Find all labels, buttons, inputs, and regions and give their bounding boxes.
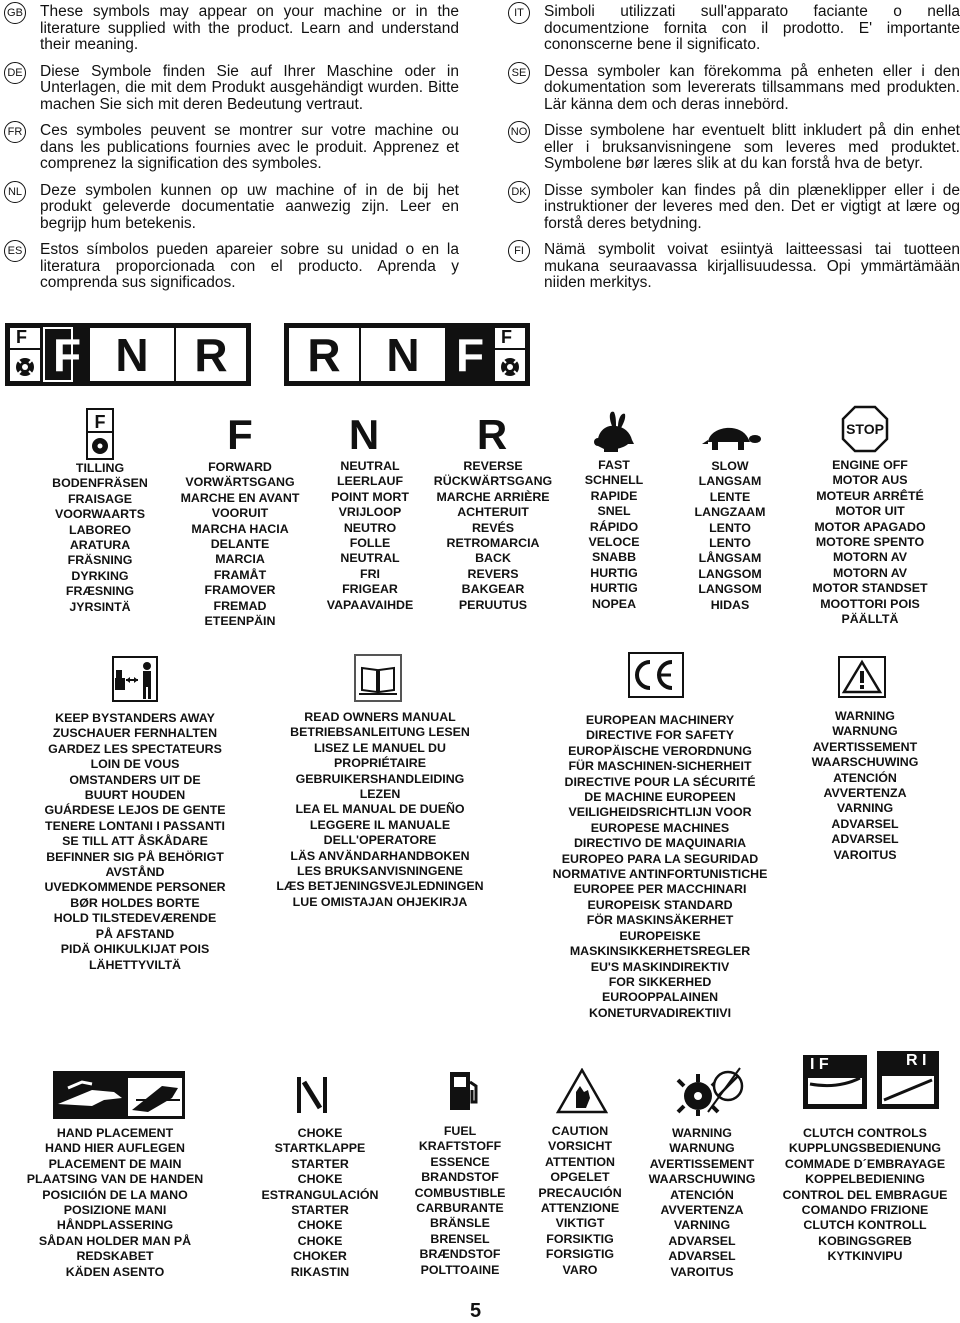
label-line: VEILIGHEIDSRICHTLIJN VOOR [568,805,752,820]
label-line: WAARSCHUWING [811,755,919,770]
label-line: FOR SIKKERHED [608,974,712,989]
manual-labels [265,710,495,910]
label-line: KYTKINVIPU [827,1249,903,1264]
label-line: BRÆNDSTOF [419,1247,501,1262]
language-code-badge: FI [508,240,530,262]
label-line: KONETURVADIREKTIIVI [588,1005,732,1020]
label-line: BODENFRÄSEN [52,476,148,491]
forward-letter: F [227,411,253,458]
label-line: EUROOPPALAINEN [601,990,719,1005]
gear-panel-fnr [4,322,252,387]
label-line: MOTOR APAGADO [814,519,926,534]
label-line: SNEL [597,504,631,519]
label-line: LEZEN [359,787,401,802]
intro-nl [4,183,459,233]
label-line: UVEDKOMMENDE PERSONER [44,880,226,895]
reverse-labels [420,459,566,613]
language-code-badge: DK [508,181,530,203]
label-line: REVERS [467,566,519,581]
label-line: STARTER [291,1203,349,1218]
label-line: NOPEA [591,596,637,611]
label-line: MOTOR UIT [835,504,905,519]
label-line: POSIZIONE MANI [63,1203,167,1218]
label-line: FRÄSNING [67,553,133,568]
reverse-letter: R [476,411,508,458]
label-line: ENGINE OFF [832,458,908,472]
language-code-badge: SE [508,62,530,84]
keep-bystanders-away-icon [112,656,158,707]
label-line: SCHNELL [584,473,644,488]
label-line: COMMADE D´EMBRAYAGE [784,1156,946,1171]
clutch-left-letters: I F [810,1056,829,1073]
language-code-badge: FR [4,121,26,143]
label-line: FRI [360,566,380,581]
label-line: MASKINSIKKERHETSREGLER [569,944,751,959]
hand-placement-labels [10,1126,220,1280]
label-line: KOBINGSGREB [818,1233,912,1248]
label-line: VIKTIGT [555,1216,605,1231]
label-line: CHOKE [297,1172,343,1187]
label-line: STARTKLAPPE [274,1141,366,1156]
label-line: LÄS ANVÄNDARHANDBOKEN [290,848,470,863]
label-line: EUROPÄISCHE VERORDNUNG [568,743,752,758]
rabbit-fast-icon [588,410,638,461]
intro-text: Estos símbolos pueden apareier sobre su unidad o en la literatura proporcionada con el producto. Aprenda y comprenda sus significados. [40,241,459,291]
label-line: PÅ AFSTAND [95,926,175,941]
label-line: CHOKE [297,1218,343,1233]
label-line: BACK [475,551,511,566]
intro-gb [4,4,459,54]
intro-text: Diese Symbole finden Sie auf Ihrer Maschine oder in Unterlagen, die mit dem Produkt ausgehändigt wurden. Bitte machen Sie sich mit deren Bedeutung vertraut. [40,62,459,113]
label-line: EUROPESE MACHINES [590,820,730,835]
tilling-labels [30,461,170,615]
label-line: EU'S MASKINDIREKTIV [590,959,730,974]
label-line: AVERTISSEMENT [812,739,918,754]
label-line: BETRIEBSANLEITUNG LESEN [290,725,470,740]
label-line: FRAISAGE [67,491,133,506]
blade-warning-icon [674,1062,744,1123]
label-line: DIRECTIVE FOR SAFETY [585,728,734,743]
page-number: 5 [470,1300,482,1322]
label-line: NEUTRO [343,520,397,535]
label-line: LÄHETTYVILTÄ [88,957,181,972]
label-line: PLAATSING VAN DE HANDEN [26,1172,204,1187]
label-line: HURTIG [590,565,638,580]
label-line: POINT MORT [331,489,409,504]
label-line: DELANTE [210,537,270,552]
label-line: STARTER [291,1156,349,1171]
label-line: EUROPEISKE [619,928,701,943]
label-line: LÆS BETJENINGSVEJLEDNINGEN [276,879,484,894]
language-code-badge: NO [508,121,530,143]
label-line: BRANDSTOF [421,1170,499,1185]
gear-panel-rnf-letter-f: F [455,329,485,381]
label-line: FRAMÅT [213,567,267,582]
label-line: PLACEMENT DE MAIN [48,1156,182,1171]
ce-labels [540,713,780,1021]
label-line: VARNING [836,801,894,816]
label-line: FOLLE [349,536,391,551]
label-line: AVVERTENZA [823,786,907,801]
label-line: LEERLAUF [336,474,404,489]
label-line: GUÁRDESE LEJOS DE GENTE [44,803,226,818]
label-line: VARNING [673,1218,731,1233]
label-line: PÄÄLLTÄ [841,612,899,627]
label-line: LES BRUKSANVISNINGENE [297,864,463,879]
label-line: RÜCKWÄRTSGANG [433,474,553,489]
label-line: HÅNDPLASSERING [56,1218,174,1233]
label-line: MARCHE EN AVANT [180,490,300,505]
label-line: ADVARSEL [668,1249,736,1264]
neutral-labels [300,459,440,613]
label-line: EUROPEE PER MACCHINARI [573,882,747,897]
label-line: WARNING [835,709,895,723]
label-line: PROPRIÉTAIRE [333,756,427,771]
label-line: TILLING [75,461,125,475]
label-line: ATTENZIONE [540,1201,620,1216]
bystanders-labels [20,711,250,973]
intro-no [508,123,960,173]
label-line: VARO [562,1262,598,1277]
label-line: BØR HOLDES BORTE [70,895,200,910]
language-code-badge: DE [4,62,26,84]
label-line: MOOTTORI POIS [820,596,920,611]
gear-panel-fnr-letter-r: R [194,329,228,381]
tilling-icon [86,408,114,465]
clutch-control-left-icon [802,1054,868,1115]
label-line: FRIGEAR [342,582,398,597]
clutch-right-letters: R I [906,1052,927,1069]
label-line: KEEP BYSTANDERS AWAY [55,711,215,725]
label-line: FORWARD [208,460,272,474]
label-line: ARATURA [69,538,131,553]
label-line: VAPAAVAIHDE [326,597,414,612]
label-line: LEA EL MANUAL DE DUEÑO [295,802,465,817]
label-line: BEFINNER SIG PÅ BEHÖRIGT [46,849,224,864]
label-line: LANGSOM [698,566,762,581]
label-line: ETEENPÄIN [204,614,276,629]
label-line: VOORWAARTS [55,507,145,522]
label-line: CHOKE [297,1233,343,1248]
label-line: GARDEZ LES SPECTATEURS [48,741,222,756]
label-line: PRECAUCIÓN [538,1185,622,1200]
label-line: MOTORE SPENTO [815,535,925,550]
label-line: LABOREO [69,522,131,537]
label-line: VOORUIT [211,506,269,521]
forward-labels [160,460,320,629]
label-line: ADVARSEL [831,816,899,831]
intro-text: Ces symboles peuvent se montrer sur votre machine ou dans les publications fournies avec le produit. Apprenez et comprenez la signification des symboles. [40,122,459,172]
label-line: POSICIIÓN DE LA MANO [42,1187,188,1202]
turtle-slow-icon [700,420,762,457]
label-line: BUURT HOUDEN [84,788,186,803]
label-line: BRENSEL [430,1231,490,1246]
label-line: COMBUSTIBLE [414,1185,506,1200]
label-line: KOPPELBEDIENING [805,1172,925,1187]
label-line: CAUTION [551,1124,609,1138]
language-code-badge: IT [508,2,530,24]
caution-labels [520,1124,640,1278]
label-line: EUROPEO PARA LA SEGURIDAD [561,851,759,866]
label-line: AVERTISSEMENT [649,1156,755,1171]
label-line: POLTTOAINE [420,1262,500,1277]
label-line: REVERSE [463,459,523,473]
label-line: KÄDEN ASENTO [65,1264,165,1279]
label-line: KRAFTSTOFF [418,1139,502,1154]
label-line: SLOW [711,459,749,473]
label-line: FORSIKTIG [546,1231,614,1246]
label-line: CLUTCH CONTROLS [803,1126,927,1140]
slow-labels [670,459,790,613]
warning-labels [790,709,940,863]
label-line: DIRECTIVO DE MAQUINARIA [573,836,747,851]
label-line: EUROPEISK STANDARD [587,897,733,912]
label-line: REVÉS [471,520,514,535]
language-code-badge: ES [4,240,26,262]
label-line: CONTROL DEL EMBRAGUE [782,1187,948,1202]
choke-labels [240,1126,400,1280]
label-line: VELOCE [588,535,640,550]
label-line: LANGSOM [698,582,762,597]
neutral-letter: N [348,411,380,458]
label-line: WARNUNG [832,724,898,739]
choke-icon [296,1076,328,1119]
label-line: ADVARSEL [831,832,899,847]
label-line: VAROITUS [833,847,897,862]
gear-panel-rnf-letter-r: R [307,329,341,381]
fast-labels [554,458,674,612]
label-line: HAND PLACEMENT [56,1126,174,1140]
intro-text: These symbols may appear on your machine or in the literature supplied with the product. Learn and understand their meaning. [40,3,459,53]
label-line: SE TILL ATT ÅSKÅDARE [62,834,208,849]
gear-panel-fnr-letter-f: F [52,329,82,381]
label-line: WARNUNG [669,1141,735,1156]
label-line: LENTE [709,489,751,504]
label-line: LOIN DE VOUS [90,757,180,772]
label-line: FREMAD [213,598,267,613]
svg-text:F: F [94,412,106,432]
label-line: CARBURANTE [416,1201,504,1216]
label-line: WAARSCHUWING [648,1172,756,1187]
label-line: HURTIG [590,581,638,596]
label-line: RETROMARCIA [446,536,540,551]
clutch-labels [770,1126,960,1265]
label-line: PIDÄ OHIKULKIJAT POIS [60,942,210,957]
label-line: FORSIGTIG [545,1247,615,1262]
label-line: BRÄNSLE [430,1216,490,1231]
label-line: ATENCIÓN [670,1187,734,1202]
gear-panel-fnr-small-f: F [16,327,27,347]
intro-fi [508,242,960,292]
label-line: VAROITUS [670,1264,734,1279]
label-line: EUROPEAN MACHINERY [585,713,735,727]
clutch-control-right-icon [876,1050,940,1115]
label-line: FUEL [443,1124,477,1138]
label-line: VORSICHT [547,1139,613,1154]
intro-dk [508,183,960,233]
label-line: KUPPLUNGSBEDIENUNG [788,1141,942,1156]
label-line: MOTORN AV [832,550,908,565]
stop-icon-text: STOP [846,421,884,437]
label-line: MOTOR AUS [832,473,908,488]
label-line: MOTORN AV [832,565,908,580]
gear-panel-rnf-letter-n: N [386,329,420,381]
hand-placement-icon [52,1070,186,1125]
label-line: WARNING [672,1126,732,1140]
label-line: FAST [598,458,630,472]
warning-triangle-icon [838,656,886,703]
label-line: MARCHA HACIA [191,521,289,536]
label-line: ATTENTION [545,1154,615,1169]
label-line: GEBRUIKERSHANDLEIDING [295,771,465,786]
label-line: AVSTÅND [105,865,165,880]
label-line: VORWÄRTSGANG [185,475,295,490]
label-line: ACHTERUIT [457,505,529,520]
intro-se [508,64,960,114]
label-line: DYRKING [71,568,129,583]
gear-panel-rnf-small-f: F [501,327,512,347]
label-line: AVVERTENZA [660,1203,744,1218]
label-line: LÅNGSAM [698,551,762,566]
label-line: PERUUTUS [458,597,528,612]
label-line: HOLD TILSTEDEVÆRENDE [53,911,217,926]
label-line: MOTEUR ARRÊTÉ [816,488,924,503]
label-line: LISEZ LE MANUEL DU [314,740,446,755]
label-line: DE MACHINE EUROPEEN [584,790,736,805]
label-line: MARCIA [215,552,265,567]
label-line: MOTOR STANDSET [812,581,928,596]
intro-left-column [4,4,459,302]
intro-text: Nämä symbolit voivat esiintyä laitteessasi tai tuotteen mukana seuraavassa kirjallisuudessa. Opi ymmärtämään niiden merkitys. [544,241,960,291]
label-line: OPGELET [550,1170,610,1185]
label-line: BAKGEAR [461,582,525,597]
fuel-icon [448,1070,480,1117]
label-line: RIKASTIN [290,1264,350,1279]
label-line: LANGSAM [698,474,762,489]
label-line: REDSKABET [76,1249,154,1264]
label-line: DELL'OPERATORE [323,833,437,848]
intro-text: Disse symbolene har eventuelt blitt inkludert på din enhet eller i bruksanvisningene som leveres med produktet. Symbolene bør læres slik at du kan forstå hva de betyr. [544,122,960,172]
label-line: LENTO [709,520,751,535]
label-line: ADVARSEL [668,1233,736,1248]
label-line: SÅDAN HOLDER MAN PÅ [38,1233,192,1248]
label-line: FÖR MASKINSÄKERHET [586,913,734,928]
label-line: CHOKER [293,1249,347,1264]
intro-text: Deze symbolen kunnen op uw machine of in de bij het produkt geleverde documentatie aanwezig zijn. Leer en begrijp hum betekenis. [40,181,459,232]
label-line: FRÆSNING [65,584,135,599]
intro-text: Dessa symboler kan förekomma på enheten eller i den dokumentation som levererats tillsammans med produkten. Lär känna dem och deras innebörd. [544,62,960,113]
label-line: CHOKE [297,1126,343,1140]
label-line: CLUTCH KONTROLL [803,1218,927,1233]
label-line: DIRECTIVE POUR LA SÉCURITÉ [564,774,756,789]
label-line: MARCHE ARRIÈRE [436,489,550,504]
label-line: ESTRANGULACIÓN [261,1187,379,1202]
label-line: COMANDO FRIZIONE [801,1203,929,1218]
label-line: HIDAS [710,597,750,612]
label-line: LUE OMISTAJAN OHJEKIRJA [292,894,468,909]
engine-off-labels [790,458,950,627]
intro-right-column [508,4,960,302]
label-line: NEUTRAL [340,459,400,473]
label-line: VRIJLOOP [338,505,402,520]
label-line: RÁPIDO [589,519,639,534]
label-line: JYRSINTÄ [69,599,131,614]
intro-de [4,64,459,114]
label-line: READ OWNERS MANUAL [304,710,456,724]
label-line: LANGZAAM [694,505,766,520]
label-line: NEUTRAL [340,551,400,566]
label-line: TENERE LONTANI I PASSANTI [45,818,225,833]
language-code-badge: NL [4,181,26,203]
intro-text: Simboli utilizzati sull'apparato faciante o nella documentzione fornita con il prodotto. E' importante cononscerne bene il significato. [544,3,960,53]
label-line: LEGGERE IL MANUALE [309,817,451,832]
warning2-labels [634,1126,770,1280]
stop-icon [841,405,889,458]
caution-hand-icon [556,1068,608,1119]
label-line: LENTO [709,536,751,551]
label-line: OMSTANDERS UIT DE [69,772,201,787]
label-line: FÜR MASCHINEN-SICHERHEIT [568,759,752,774]
label-line: ATENCIÓN [833,770,897,785]
label-line: HAND HIER AUFLEGEN [45,1141,185,1156]
label-line: RAPIDE [590,488,638,503]
language-code-badge: GB [4,2,26,24]
label-line: SNABB [591,550,637,565]
read-manual-icon [354,654,402,707]
gear-panel-fnr-letter-n: N [115,329,149,381]
label-line: ZUSCHAUER FERNHALTEN [52,726,218,741]
intro-text: Disse symboler kan findes på din plæneklipper eller i de instruktioner der leveres med den. Det er vigtigt at lære og forstå deres betydning. [544,181,960,232]
intro-fr [4,123,459,173]
label-line: FRAMOVER [204,583,276,598]
fuel-labels [390,1124,530,1278]
intro-es [4,242,459,292]
gear-panel-rnf [283,322,531,387]
label-line: NORMATIVE ANTINFORTUNISTICHE [552,867,768,882]
intro-it [508,4,960,54]
label-line: ESSENCE [430,1154,490,1169]
ce-mark-icon [628,652,684,703]
